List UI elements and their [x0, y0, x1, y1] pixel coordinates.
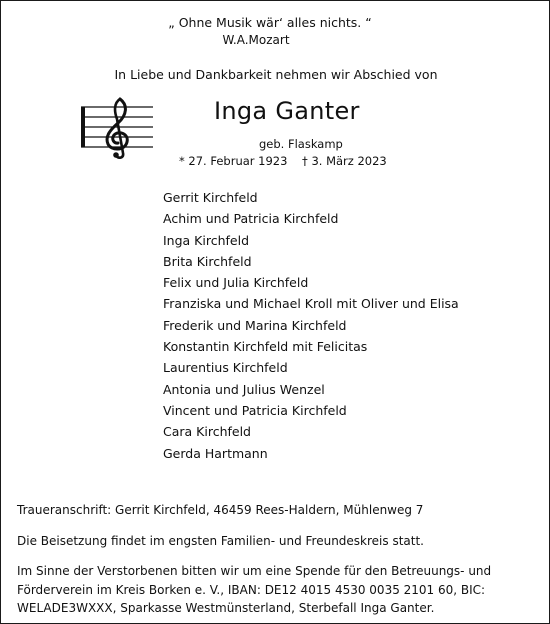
deceased-name: Inga Ganter — [214, 97, 360, 125]
mourner-name: Konstantin Kirchfeld mit Felicitas — [163, 339, 368, 355]
mourner-name: Achim und Patricia Kirchfeld — [163, 211, 339, 227]
mourner-name: Frederik und Marina Kirchfeld — [163, 317, 347, 333]
mourner-name: Felix und Julia Kirchfeld — [163, 275, 309, 291]
farewell-intro: In Liebe und Dankbarkeit nehmen wir Abschied von — [114, 67, 438, 82]
donation-request: Im Sinne der Verstorbenen bitten wir um eine Spende für den Betreuungs- und Förderverein im Kreis Borken e. V., IBAN: DE12 4015 4530 0035 2101 60, BIC: WELADE3WXXX, Sparkasse Westmünsterland, Sterbefall Inga Ganter. — [17, 564, 492, 615]
mourner-name: Cara Kirchfeld — [163, 424, 251, 440]
mourner-name: Brita Kirchfeld — [163, 253, 252, 269]
mourner-name: Inga Kirchfeld — [163, 232, 250, 248]
mourner-name: Gerrit Kirchfeld — [163, 190, 258, 205]
life-dates: * 27. Februar 1923 † 3. März 2023 — [179, 154, 387, 168]
mourner-name: Laurentius Kirchfeld — [163, 360, 288, 376]
mozart-quote: „ Ohne Musik wär‘ alles nichts. “ — [168, 15, 372, 30]
treble-clef-staff-icon — [81, 97, 153, 159]
mourner-name: Vincent und Patricia Kirchfeld — [163, 402, 347, 418]
maiden-name: geb. Flaskamp — [259, 137, 343, 151]
mourners-list — [163, 187, 459, 464]
mourning-address: Traueranschrift: Gerrit Kirchfeld, 46459 Rees-Haldern, Mühlenweg 7 — [17, 503, 424, 517]
mourner-name: Gerda Hartmann — [163, 445, 268, 461]
quote-author: W.A.Mozart — [222, 33, 290, 47]
mourner-name: Franziska und Michael Kroll mit Oliver und Elisa — [163, 296, 459, 312]
burial-note: Die Beisetzung findet im engsten Familien- und Freundeskreis statt. — [17, 534, 424, 548]
mourner-name: Antonia und Julius Wenzel — [163, 381, 325, 397]
